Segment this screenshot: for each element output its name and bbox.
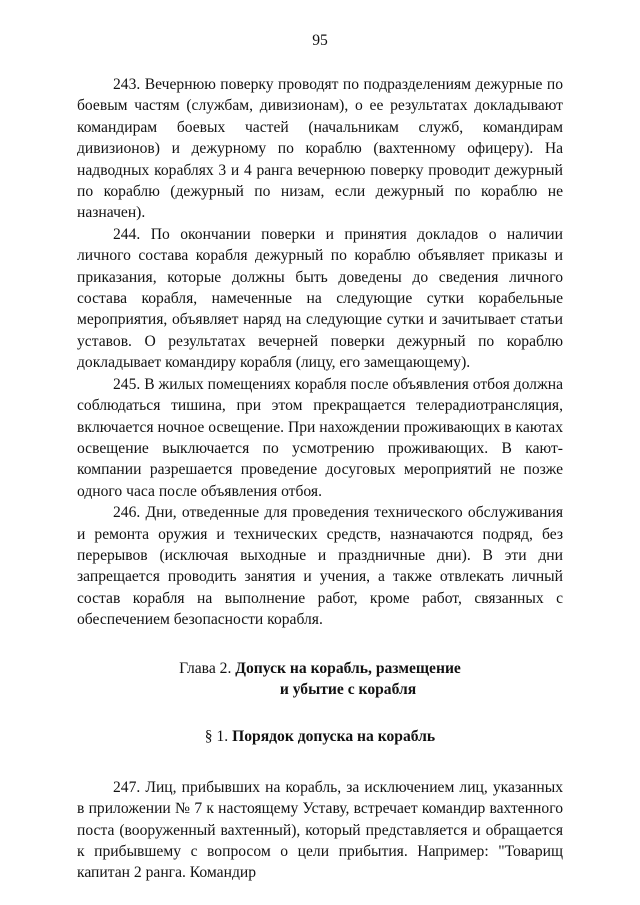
- paragraph-247: 247. Лиц, прибывших на корабль, за исключением лиц, указанных в приложении № 7 к настоящему Уставу, встречает командир вахтенного поста (вооруженный вахтенный), который представляется и обращается к прибывшему с вопросом о цели прибытия. Например: "Товарищ капитан 2 ранга. Командир: [77, 778, 563, 882]
- page-number: 95: [312, 32, 328, 49]
- section-heading: [77, 726, 563, 747]
- section-label: § 1.: [204, 728, 229, 746]
- chapter-label: Глава 2.: [179, 659, 232, 677]
- paragraph-243: 243. Вечернюю поверку проводят по подразделениям дежурные по боевым частям (службам, дивизионам), о ее результатах докладывают командирам боевых частей (начальникам служб, командирам дивизионов) и дежурному по кораблю (вахтенному офицеру). На надводных кораблях 3 и 4 ранга вечернюю поверку проводит дежурный по кораблю (дежурный по низам, если дежурный по кораблю не назначен).: [77, 76, 563, 222]
- document-body: [77, 74, 563, 884]
- chapter-title-line2: и убытие с корабля: [279, 680, 417, 698]
- paragraph-246: 246. Дни, отведенные для проведения технического обслуживания и ремонта оружия и технических средств, назначаются подряд, без перерывов (исключая выходные и праздничные дни). В эти дни запрещается проводить занятия и учения, а также отвлекать личный состав корабля на выполнение работ, кроме работ, связанных с обеспечением безопасности корабля.: [77, 504, 563, 629]
- chapter-title-line1: Допуск на корабль, размещение: [235, 659, 461, 677]
- paragraph-245: 245. В жилых помещениях корабля после объявления отбоя должна соблюдаться тишина, при этом прекращается телерадиотрансляция, включается ночное освещение. При нахождении проживающих в каютах освещение выключается по усмотрению проживающих. В кают-компании разрешается проведение досуговых мероприятий не позже одного часа после объявления отбоя.: [77, 375, 563, 500]
- chapter-heading: [77, 658, 563, 701]
- section-title: Порядок допуска на корабль: [232, 728, 436, 746]
- paragraph-244: 244. По окончании поверки и принятия докладов о наличии личного состава корабля дежурный по кораблю объявляет приказы и приказания, которые должны быть доведены до сведения личного состава корабля, намеченные на следующие сутки корабельные мероприятия, объявляет наряд на следующие сутки и зачитывает статьи уставов. О результатах вечерней поверки дежурный по кораблю докладывает командиру корабля (лицу, его замещающему).: [77, 225, 563, 372]
